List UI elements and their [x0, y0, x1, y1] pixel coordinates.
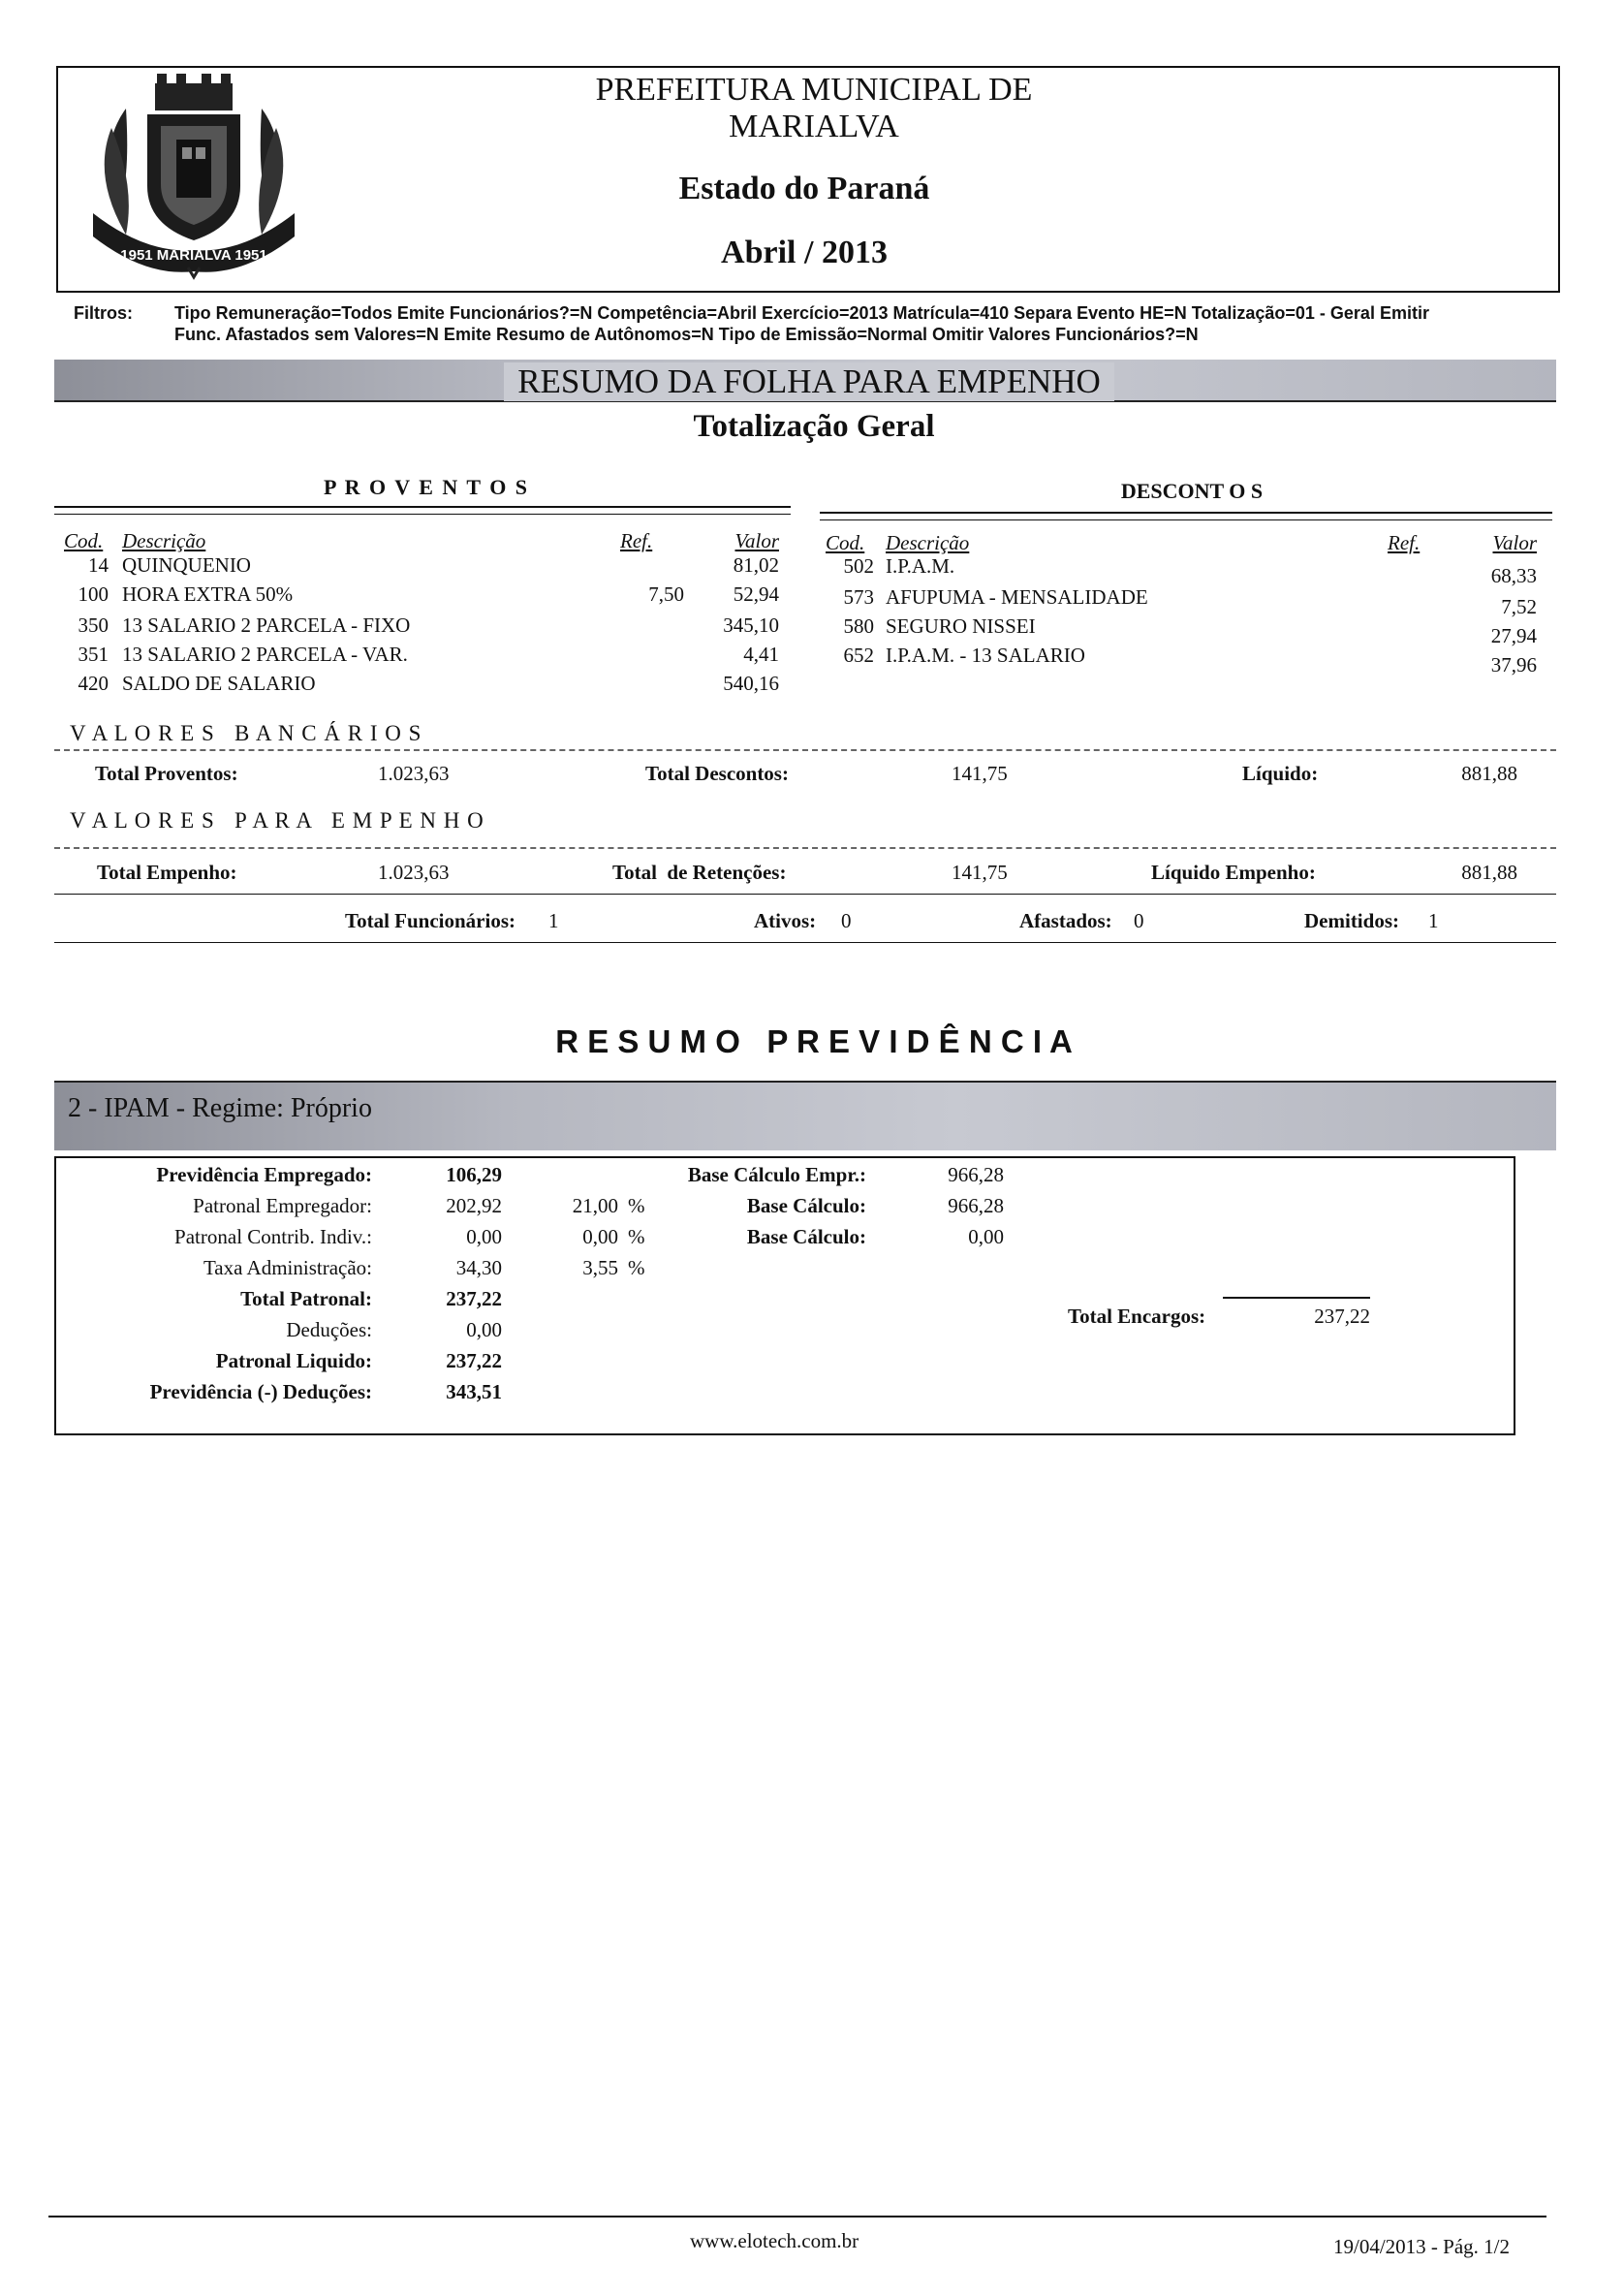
total-encargos-value: 237,22 — [1314, 1305, 1370, 1328]
bancarios-dashed-rule — [54, 749, 1556, 751]
proventos-valor: 4,41 — [743, 643, 779, 666]
descontos-row — [820, 554, 1552, 585]
total-funcionarios-label: Total Funcionários: — [345, 909, 515, 932]
descontos-desc: AFUPUMA - MENSALIDADE — [886, 585, 1148, 609]
descontos-cod: 573 — [843, 585, 874, 609]
previdencia-row — [54, 1194, 1512, 1225]
municipal-crest-logo — [87, 70, 300, 281]
previdencia-pct-sign: % — [628, 1256, 645, 1279]
descontos-desc: SEGURO NISSEI — [886, 614, 1036, 638]
bancarios-title: V A L O R E S B A N C Á R I O S — [70, 721, 422, 745]
liquido-label: Líquido: — [1242, 762, 1319, 785]
previdencia-table — [54, 1163, 1512, 1411]
previdencia-value: 343,51 — [446, 1380, 502, 1403]
filters-line-2: Func. Afastados sem Valores=N Emite Resumo de Autônomos=N Tipo de Emissão=Normal Omitir Valores Funcionários?=N — [174, 325, 1199, 344]
descontos-cod: 652 — [843, 644, 874, 667]
proventos-desc: QUINQUENIO — [122, 553, 251, 577]
total-descontos-label: Total Descontos: — [645, 762, 789, 785]
descontos-rule-2 — [820, 519, 1552, 520]
descontos-valor: 37,96 — [1490, 653, 1537, 676]
descontos-row — [820, 585, 1552, 618]
previdencia-row — [54, 1256, 1512, 1287]
demitidos-label: Demitidos: — [1304, 909, 1399, 932]
previdencia-value: 0,00 — [466, 1225, 502, 1248]
previdencia-base: 0,00 — [968, 1225, 1004, 1248]
liquido-empenho-label: Líquido Empenho: — [1151, 861, 1316, 884]
descontos-header-ref: Ref. — [1388, 531, 1421, 554]
descontos-title: DESCONT O S — [1120, 479, 1264, 503]
descontos-valor: 7,52 — [1501, 595, 1537, 618]
proventos-valor: 540,16 — [723, 672, 779, 695]
previdencia-row — [54, 1225, 1512, 1256]
proventos-cod: 350 — [78, 613, 109, 637]
ipam-regime-label: 2 - IPAM - Regime: Próprio — [68, 1093, 372, 1123]
proventos-valor: 81,02 — [733, 553, 779, 577]
previdencia-value: 34,30 — [455, 1256, 502, 1279]
proventos-desc: 13 SALARIO 2 PARCELA - VAR. — [122, 643, 408, 666]
proventos-cod: 351 — [78, 643, 109, 666]
total-funcionarios-value: 1 — [548, 909, 559, 932]
total-encargos-label: Total Encargos: — [1068, 1305, 1206, 1328]
descontos-row — [820, 644, 1552, 676]
proventos-header-ref: Ref. — [620, 529, 653, 552]
descontos-header-valor: Valor — [1492, 531, 1537, 554]
descontos-table — [820, 554, 1552, 676]
footer-rule — [48, 2216, 1546, 2217]
afastados-value: 0 — [1134, 909, 1144, 932]
previdencia-row — [54, 1163, 1512, 1194]
empenho-rule — [54, 894, 1556, 895]
empenho-title: V A L O R E S P A R A E M P E N H O — [70, 808, 484, 833]
liquido-empenho-value: 881,88 — [1461, 861, 1517, 884]
period: Abril / 2013 — [721, 235, 888, 270]
proventos-row — [54, 613, 791, 643]
proventos-row — [54, 582, 791, 613]
descontos-cod: 580 — [843, 614, 874, 638]
filters-line-1: Tipo Remuneração=Todos Emite Funcionários?=N Competência=Abril Exercício=2013 Matrícula=410 Separa Evento HE=N Totalização=01 - Geral Emitir — [174, 303, 1429, 323]
previdencia-row — [54, 1380, 1512, 1411]
previdencia-pct-sign: % — [628, 1194, 645, 1217]
previdencia-label: Previdência (-) Deduções: — [149, 1380, 372, 1403]
empenho-dashed-rule — [54, 847, 1556, 849]
proventos-rule-2 — [54, 514, 791, 515]
descontos-valor: 27,94 — [1490, 624, 1537, 647]
previdencia-pct: 0,00 — [582, 1225, 618, 1248]
summary-title: RESUMO DA FOLHA PARA EMPENHO — [504, 362, 1114, 401]
previdencia-row — [54, 1349, 1512, 1380]
descontos-valor: 68,33 — [1490, 564, 1537, 587]
filters-label: Filtros: — [74, 303, 133, 323]
previdencia-value: 237,22 — [446, 1349, 502, 1372]
previdencia-label: Deduções: — [286, 1318, 372, 1341]
total-empenho-label: Total Empenho: — [97, 861, 237, 884]
footer-website: www.elotech.com.br — [690, 2229, 859, 2252]
previdencia-pct: 3,55 — [582, 1256, 618, 1279]
descontos-desc: I.P.A.M. — [886, 554, 955, 578]
ativos-value: 0 — [841, 909, 852, 932]
footer-page-info: 19/04/2013 - Pág. 1/2 — [1333, 2235, 1510, 2258]
proventos-header-valor: Valor — [734, 529, 779, 552]
previdencia-pct-sign: % — [628, 1225, 645, 1248]
funcionarios-rule — [54, 942, 1556, 943]
proventos-cod: 100 — [78, 582, 109, 606]
proventos-valor: 52,94 — [733, 582, 779, 606]
state-name: Estado do Paraná — [678, 171, 930, 206]
previdencia-base: 966,28 — [948, 1194, 1004, 1217]
previdencia-label: Patronal Contrib. Indiv.: — [174, 1225, 372, 1248]
previdencia-label: Taxa Administração: — [203, 1256, 372, 1279]
total-proventos-label: Total Proventos: — [95, 762, 238, 785]
previdencia-label: Patronal Empregador: — [193, 1194, 372, 1217]
previdencia-base-label: Base Cálculo Empr.: — [687, 1163, 866, 1186]
total-proventos-value: 1.023,63 — [378, 762, 450, 785]
proventos-desc: 13 SALARIO 2 PARCELA - FIXO — [122, 613, 411, 637]
ativos-label: Ativos: — [754, 909, 817, 932]
descontos-header-cod: Cod. — [826, 531, 865, 554]
previdencia-label: Total Patronal: — [240, 1287, 372, 1310]
total-retencoes-label: Total de Retenções: — [612, 861, 787, 884]
previdencia-pct: 21,00 — [572, 1194, 618, 1217]
proventos-cod: 420 — [78, 672, 109, 695]
demitidos-value: 1 — [1428, 909, 1439, 932]
proventos-cod: 14 — [88, 553, 109, 577]
descontos-desc: I.P.A.M. - 13 SALARIO — [886, 644, 1085, 667]
previdencia-label: Patronal Liquido: — [215, 1349, 372, 1372]
previdencia-base: 966,28 — [948, 1163, 1004, 1186]
previdencia-title: R E S U M O P R E V I D Ê N C I A — [555, 1023, 1073, 1059]
total-descontos-value: 141,75 — [952, 762, 1008, 785]
previdencia-value: 202,92 — [446, 1194, 502, 1217]
page-title: PREFEITURA MUNICIPAL DE MARIALVA — [595, 72, 1033, 144]
proventos-ref: 7,50 — [648, 582, 684, 606]
descontos-rule-1 — [820, 512, 1552, 514]
previdencia-value: 237,22 — [446, 1287, 502, 1310]
previdencia-value: 0,00 — [466, 1318, 502, 1341]
proventos-desc: SALDO DE SALARIO — [122, 672, 316, 695]
proventos-title: P R O V E N T O S — [323, 475, 530, 499]
proventos-header-desc: Descrição — [122, 529, 206, 552]
proventos-row — [54, 643, 791, 672]
liquido-value: 881,88 — [1461, 762, 1517, 785]
proventos-table — [54, 553, 791, 701]
previdencia-value: 106,29 — [446, 1163, 502, 1186]
proventos-desc: HORA EXTRA 50% — [122, 582, 294, 606]
previdencia-base-label: Base Cálculo: — [746, 1194, 866, 1217]
summary-subtitle: Totalização Geral — [693, 409, 935, 444]
total-empenho-value: 1.023,63 — [378, 861, 450, 884]
previdencia-label: Previdência Empregado: — [156, 1163, 372, 1186]
proventos-row — [54, 553, 791, 582]
descontos-cod: 502 — [843, 554, 874, 578]
total-retencoes-value: 141,75 — [952, 861, 1008, 884]
proventos-valor: 345,10 — [723, 613, 779, 637]
total-encargos-rule — [1223, 1297, 1370, 1299]
crest-ribbon-text: 1951 MARIALVA 1951 — [120, 247, 267, 264]
descontos-row — [820, 614, 1552, 647]
previdencia-base-label: Base Cálculo: — [746, 1225, 866, 1248]
proventos-header-cod: Cod. — [64, 529, 104, 552]
proventos-rule-1 — [54, 506, 791, 508]
descontos-header-desc: Descrição — [886, 531, 970, 554]
proventos-row — [54, 672, 791, 701]
afastados-label: Afastados: — [1019, 909, 1112, 932]
